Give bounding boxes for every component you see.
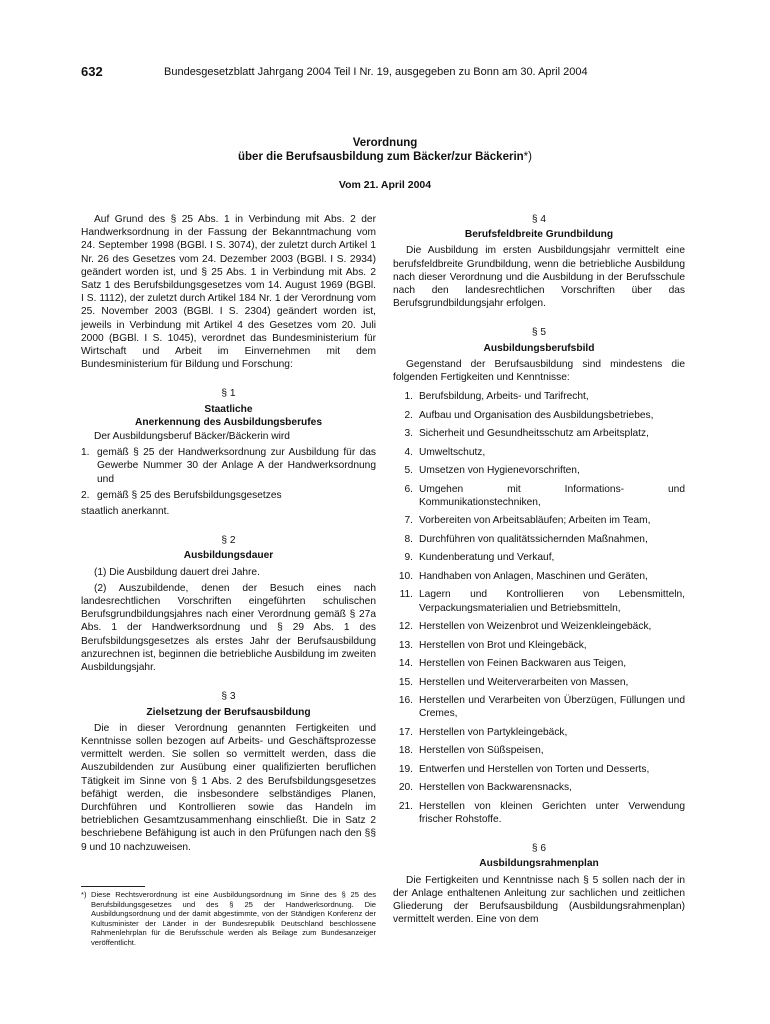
item-number: 21.	[398, 800, 413, 812]
list-item	[393, 763, 685, 776]
footnote	[81, 890, 376, 948]
list-item	[393, 676, 685, 689]
item-text: Herstellen von Süßspeisen,	[419, 745, 544, 757]
section-5-intro: Gegenstand der Berufsausbildung sind mindestens die folgenden Fertigkeiten und Kenntnisse:	[393, 358, 685, 384]
item-number: 14.	[398, 658, 413, 670]
item-text: gemäß § 25 der Handwerksordnung zur Ausbildung für das Gewerbe Nummer 30 der Anlage A der Handwerksordnung und	[97, 447, 376, 485]
item-text: Berufsbildung, Arbeits- und Tarifrecht,	[419, 391, 589, 403]
preamble: Auf Grund des § 25 Abs. 1 in Verbindung mit Abs. 2 der Handwerksordnung in der Fassung der Bekanntmachung vom 24. September 1998 (BGBl. I S. 3074), der zuletzt durch Artikel 1 Nr. 26 des Gesetzes vom 24. Dezember 2003 (BGBl. I S. 2934) geändert worden ist, und § 25 Abs. 1 in Verbindung mit Abs. 2 Satz 1 des Berufsbildungsgesetzes vom 14. August 1969 (BGBl. I S. 1112), der zuletzt durch Artikel 184 Nr. 1 der Verordnung vom 25. November 2003 (BGBl. I S. 2304) geändert worden ist, jeweils in Verbindung mit Artikel 4 des Gesetzes vom 20. Juli 2000 (BGBl. I S. 1045), verordnet das Bundesministerium für Wirtschaft und Arbeit im Einvernehmen mit dem Bundesministerium für Bildung und Forschung:	[81, 214, 376, 371]
item-number: 15.	[398, 676, 413, 688]
item-number: 11.	[399, 589, 413, 601]
footnote-marker: *)	[81, 890, 87, 899]
list-item	[393, 483, 685, 509]
document-title	[0, 136, 770, 164]
item-text: Umgehen mit Informations- und Kommunikationstechniken,	[419, 483, 685, 508]
item-number: 17.	[398, 726, 413, 738]
list-item	[393, 781, 685, 794]
section-1-title-line-1: Staatliche	[204, 403, 253, 415]
footnote-rule	[81, 886, 145, 887]
item-text: Sicherheit und Gesundheitsschutz am Arbeitsplatz,	[419, 428, 649, 440]
item-number: 4.	[404, 446, 413, 458]
section-1-title	[81, 403, 376, 429]
item-number: 2.	[81, 489, 90, 501]
section-2-number: § 2	[221, 535, 236, 547]
list-item	[393, 446, 685, 459]
list-item	[393, 514, 685, 527]
item-number: 20.	[398, 782, 413, 794]
section-4-paragraph-1: Die Ausbildung im ersten Ausbildungsjahr vermittelt eine berufsfeldbreite Grundbildung, wenn die betriebliche Ausbildung nach dieser Verordnung und die Ausbildung in der Berufsschule nach den landesrechtlichen Vorschriften über das Berufsgrundbildungsjahr erfolgen.	[393, 245, 685, 310]
left-column	[81, 213, 376, 857]
section-5-number: § 5	[531, 327, 547, 339]
section-4-number: § 4	[531, 214, 547, 225]
item-number: 3.	[404, 428, 413, 440]
item-text: Entwerfen und Herstellen von Torten und Desserts,	[419, 763, 650, 775]
item-text: Herstellen und Verarbeiten von Überzügen, Füllungen und Cremes,	[419, 695, 685, 720]
item-text: Lagern und Kontrollieren von Lebensmitteln, Verpackungsmaterialien und Betriebsmitteln,	[419, 589, 685, 614]
section-4-title: Berufsfeldbreite Grundbildung	[464, 229, 614, 241]
list-item	[393, 800, 685, 826]
section-1-number: § 1	[221, 388, 236, 400]
item-text: Herstellen von Partykleingebäck,	[419, 726, 568, 738]
section-1-item	[81, 489, 376, 502]
list-item	[393, 390, 685, 403]
title-footnote-marker: *)	[523, 151, 532, 163]
section-6-title: Ausbildungsrahmenplan	[479, 858, 599, 870]
section-2-title: Ausbildungsdauer	[183, 550, 274, 562]
footnote-text: Diese Rechtsverordnung ist eine Ausbildungsordnung im Sinne des § 25 des Berufsbildungsgesetzes und des § 25 der Handwerksordnung. Die Ausbildungsordnung und der damit abgestimmte, von der Ständigen Konferenz der Kultusminister der Länder in der Bundesrepublik Deutschland beschlossene Rahmenlehrplan für die Berufsschule werden als Beilage zum Bundesanzeiger veröffentlicht.	[91, 890, 376, 947]
item-number: 7.	[404, 515, 413, 527]
section-3-number: § 3	[221, 691, 236, 703]
section-6-paragraph-1: Die Fertigkeiten und Kenntnisse nach § 5 sollen nach der in der Anlage enthaltenen Anleitung zur sachlichen und zeitlichen Gliederung der Berufsausbildung (Ausbildungsrahmenplan) vermittelt werden. Eine von dem	[393, 874, 685, 926]
item-number: 5.	[404, 465, 413, 477]
title-line-2-text: über die Berufsausbildung zum Bäcker/zur Bäckerin	[238, 151, 524, 163]
item-number: 2.	[404, 409, 413, 421]
list-item	[393, 570, 685, 583]
section-5-title: Ausbildungsberufsbild	[483, 342, 595, 354]
list-item	[393, 409, 685, 422]
item-text: Herstellen von Weizenbrot und Weizenkleingebäck,	[419, 621, 652, 633]
item-number: 10.	[398, 570, 413, 582]
title-line-1: Verordnung	[352, 137, 418, 149]
section-1-outro: staatlich anerkannt.	[81, 506, 170, 518]
list-item	[393, 744, 685, 757]
section-6-number: § 6	[531, 843, 547, 855]
list-item	[393, 726, 685, 739]
item-number: 18.	[398, 745, 413, 757]
list-item	[393, 533, 685, 546]
item-text: Herstellen von Brot und Kleingebäck,	[419, 639, 587, 651]
item-number: 8.	[404, 533, 413, 545]
section-1-intro: Der Ausbildungsberuf Bäcker/Bäckerin wird	[94, 431, 290, 443]
item-text: Aufbau und Organisation des Ausbildungsbetriebes,	[419, 409, 654, 421]
item-text: Herstellen von Backwarensnacks,	[419, 782, 572, 794]
section-2-paragraph-2: (2) Auszubildende, denen der Besuch eines nach landesrechtlichen Vorschriften eingeführten schulischen Berufsgrundbildungsjahres nach einer Verordnung gemäß § 27a Abs. 1 der Handwerksordnung und § 29 Abs. 1 des Berufsbildungsgesetzes als erstes Jahr der Berufsausbildung anzurechnen ist, beginnen die betriebliche Ausbildung im zweiten Ausbildungsjahr.	[81, 582, 376, 674]
right-column	[393, 213, 685, 929]
section-3-title: Zielsetzung der Berufsausbildung	[146, 706, 311, 718]
list-item	[393, 588, 685, 614]
item-text: Herstellen und Weiterverarbeiten von Massen,	[419, 676, 629, 688]
section-3-paragraph-1: Die in dieser Verordnung genannten Fertigkeiten und Kenntnisse sollen bezogen auf Arbeits- und Geschäftsprozesse vermittelt werden. Sie sollen so vermittelt werden, dass die Auszubildenden zur Ausübung einer qualifizierten beruflichen Tätigkeit im Sinne von § 1 Abs. 2 des Berufsbildungsgesetzes befähigt werden, die insbesondere selbständiges Planen, Durchführen und Kontrollieren sowie das Handeln im betrieblichen Gesamtzusammenhang einschließt. Die in Satz 2 beschriebene Befähigung ist auch in den Prüfungen nach den §§ 9 und 10 nachzuweisen.	[81, 722, 376, 853]
section-1-item	[81, 446, 376, 486]
item-text: Herstellen von kleinen Gerichten unter Verwendung frischer Rohstoffe.	[419, 800, 685, 826]
running-header: Bundesgesetzblatt Jahrgang 2004 Teil I Nr. 19, ausgegeben zu Bonn am 30. April 2004	[164, 66, 588, 78]
item-number: 6.	[404, 483, 413, 495]
section-5-list	[393, 390, 685, 826]
item-text: Kundenberatung und Verkauf,	[419, 552, 555, 564]
page-number: 632	[81, 64, 103, 79]
item-text: Umweltschutz,	[419, 446, 486, 458]
item-number: 1.	[404, 391, 413, 403]
item-text: gemäß § 25 des Berufsbildungsgesetzes	[97, 489, 282, 501]
item-number: 12.	[398, 621, 413, 633]
item-number: 1.	[81, 447, 90, 459]
item-number: 9.	[404, 552, 413, 564]
item-text: Herstellen von Feinen Backwaren aus Teigen,	[419, 658, 627, 670]
list-item	[393, 639, 685, 652]
document-date: Vom 21. April 2004	[338, 179, 432, 191]
section-2-paragraph-1: (1) Die Ausbildung dauert drei Jahre.	[94, 566, 260, 578]
title-line-2	[0, 150, 770, 164]
list-item	[393, 551, 685, 564]
list-item	[393, 694, 685, 720]
item-text: Umsetzen von Hygienevorschriften,	[419, 465, 580, 477]
list-item	[393, 427, 685, 440]
item-number: 13.	[398, 639, 413, 651]
list-item	[393, 464, 685, 477]
item-text: Durchführen von qualitätssichernden Maßnahmen,	[419, 533, 648, 545]
section-1-title-line-2: Anerkennung des Ausbildungsberufes	[135, 416, 322, 428]
item-number: 19.	[398, 763, 413, 775]
item-number: 16.	[398, 695, 413, 707]
list-item	[393, 620, 685, 633]
item-text: Vorbereiten von Arbeitsabläufen; Arbeiten im Team,	[419, 515, 651, 527]
item-text: Handhaben von Anlagen, Maschinen und Geräten,	[419, 570, 648, 582]
footnote-entry	[81, 890, 376, 948]
list-item	[393, 657, 685, 670]
